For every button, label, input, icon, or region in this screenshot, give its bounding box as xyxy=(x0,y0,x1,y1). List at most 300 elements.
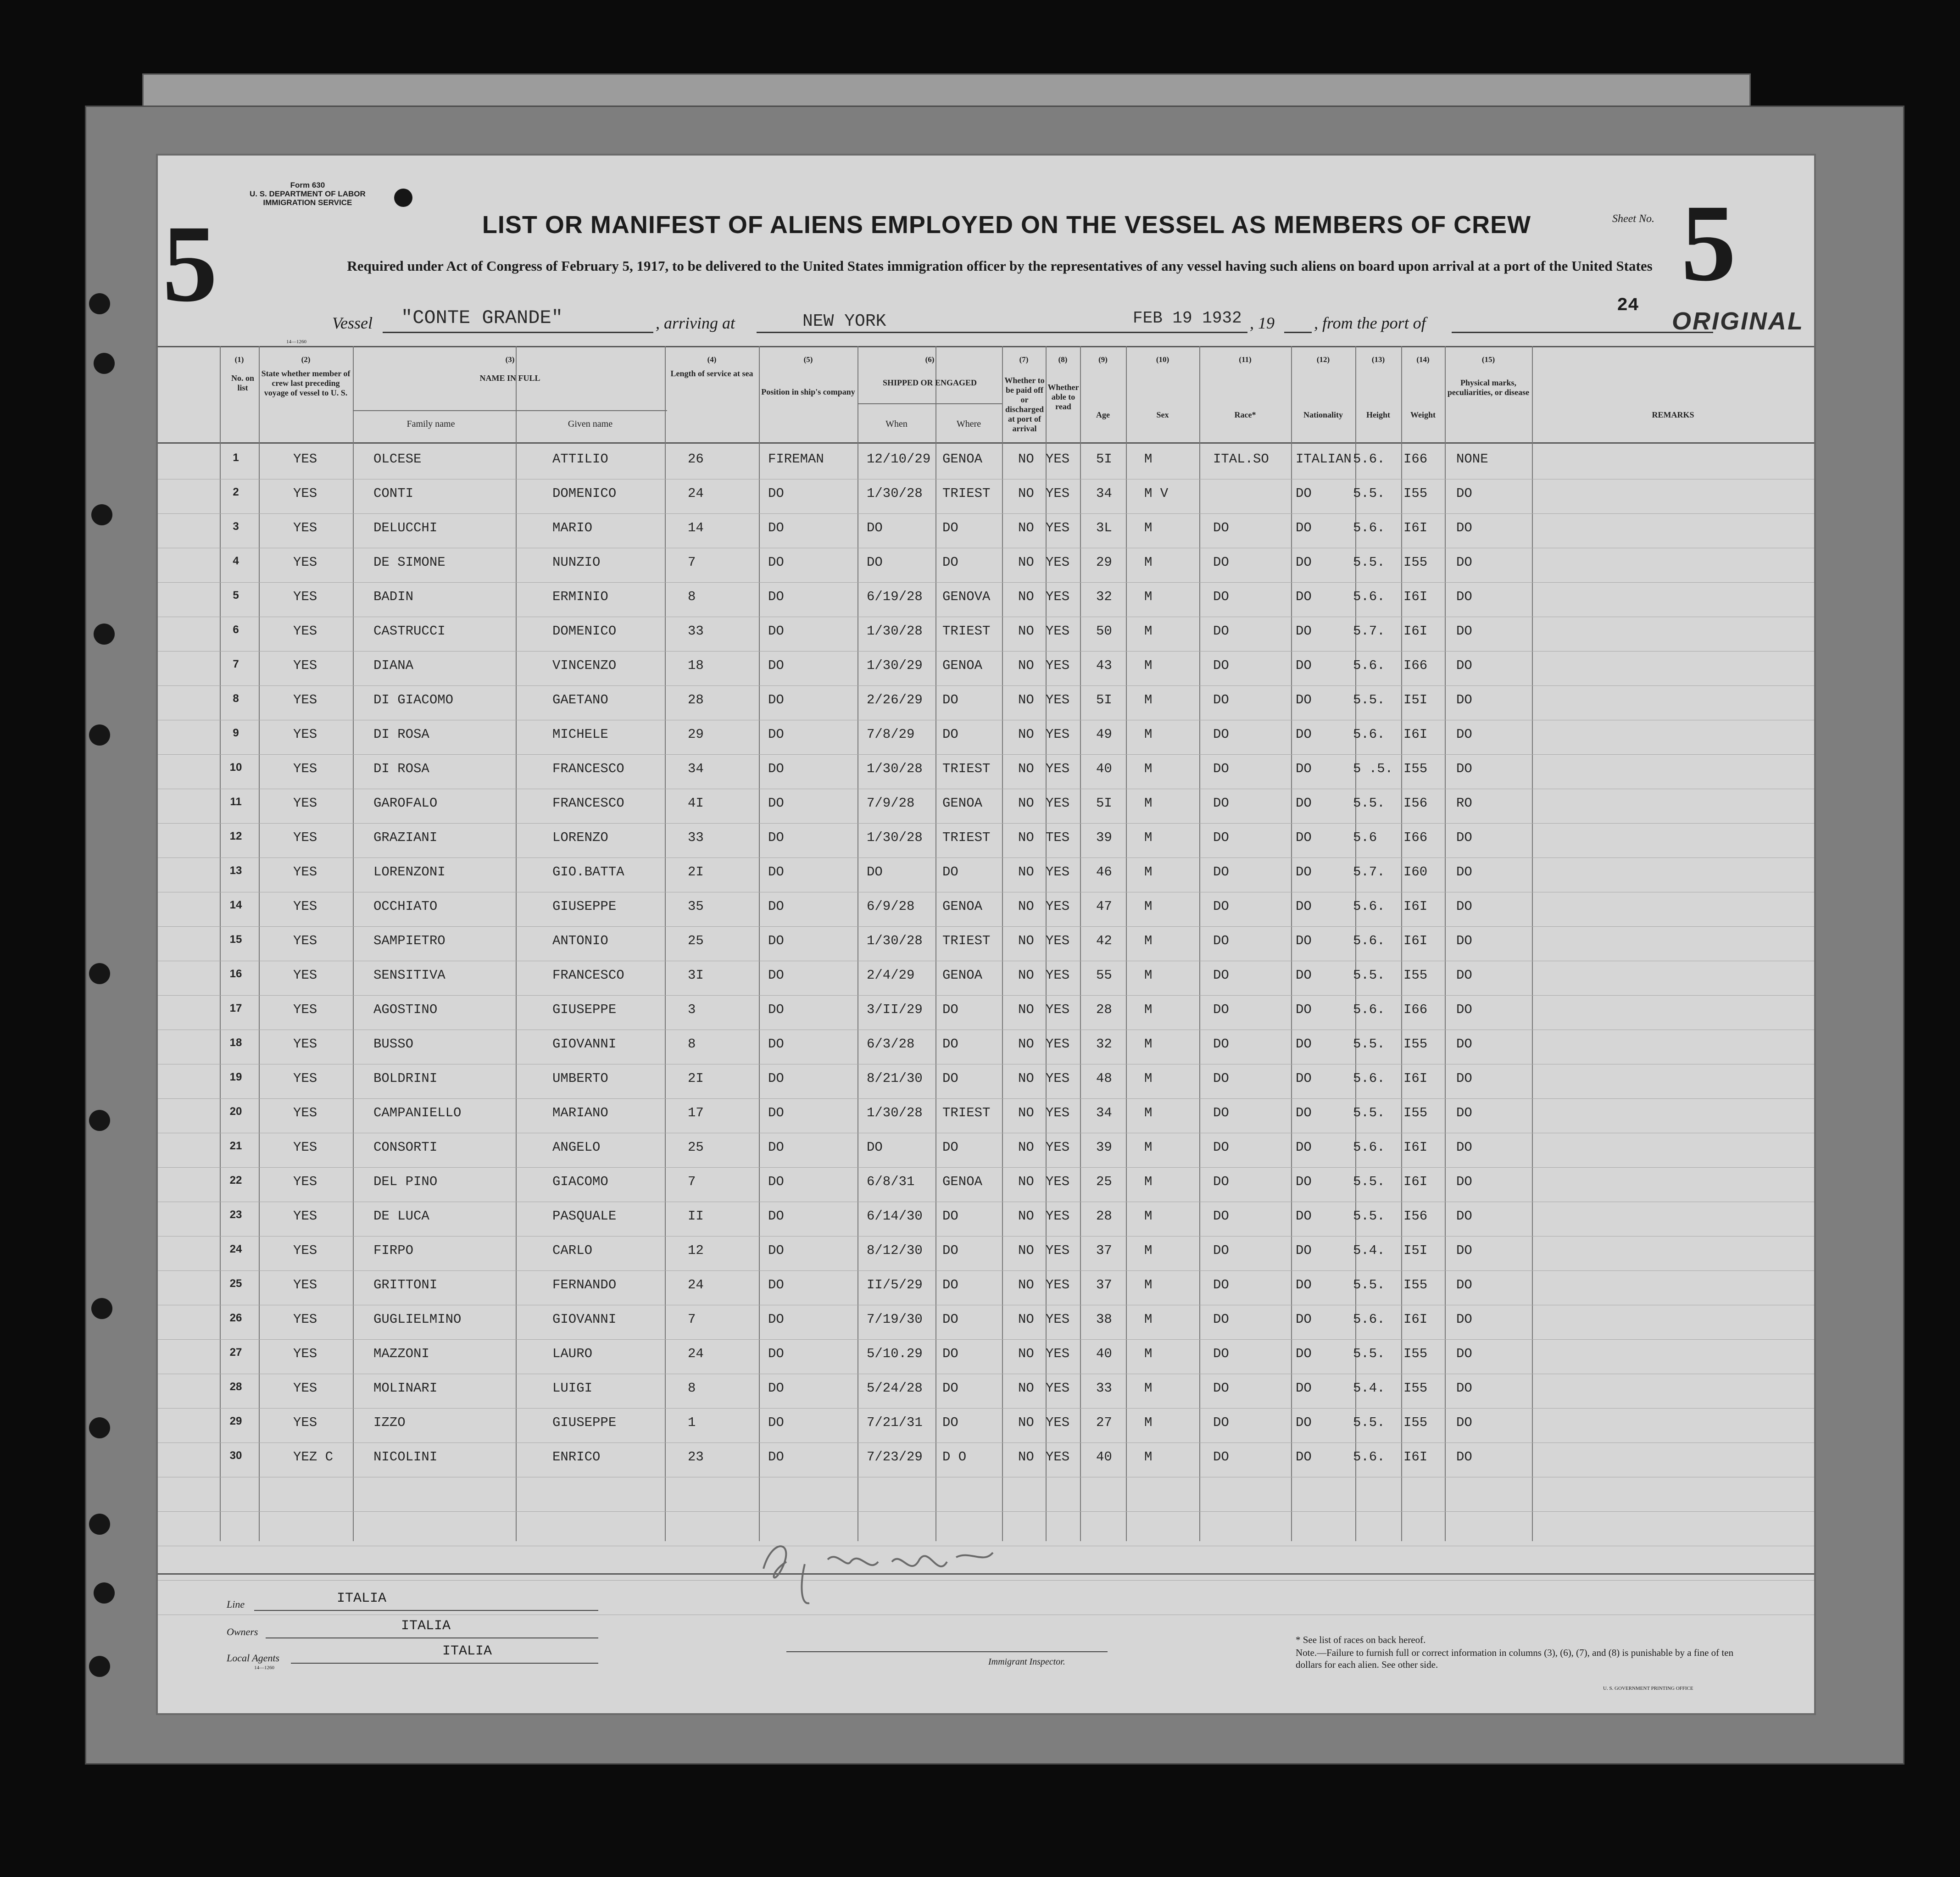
length-service-cell: 23 xyxy=(688,1449,704,1465)
given-name-cell: GIUSEPPE xyxy=(552,1415,617,1430)
position-cell: DO xyxy=(768,1209,784,1224)
header-age: Age xyxy=(1096,410,1110,419)
column-number: (9) xyxy=(1098,355,1108,364)
race-cell: ITAL.SO xyxy=(1213,451,1269,467)
given-name-cell: LUIGI xyxy=(552,1381,593,1396)
given-name-cell: ANGELO xyxy=(552,1140,601,1155)
age-cell: 38 xyxy=(1096,1312,1112,1327)
race-cell: DO xyxy=(1213,1346,1229,1361)
state-cell: YES xyxy=(293,968,317,983)
race-cell: DO xyxy=(1213,555,1229,570)
punch-hole xyxy=(94,353,115,374)
given-name-cell: GIACOMO xyxy=(552,1174,608,1189)
column-number: (12) xyxy=(1316,355,1330,364)
header-physical-marks: Physical marks, peculiarities, or disease xyxy=(1447,378,1530,397)
family-name-cell: AGOSTINO xyxy=(373,1002,438,1017)
sex-cell: M xyxy=(1144,451,1153,467)
family-name-cell: OCCHIATO xyxy=(373,899,438,914)
family-name-cell: DI ROSA xyxy=(373,761,429,776)
weight-cell: I56 xyxy=(1403,796,1428,811)
shipped-when-cell: II/5/29 xyxy=(867,1277,923,1292)
row-number: 27 xyxy=(229,1346,242,1359)
age-cell: 40 xyxy=(1096,761,1112,776)
shipped-where-cell: DO xyxy=(942,692,958,707)
paid-off-cell: NO xyxy=(1018,1174,1034,1189)
family-name-cell: GUGLIELMINO xyxy=(373,1312,462,1327)
vessel-line xyxy=(332,307,1709,334)
age-cell: 29 xyxy=(1096,555,1112,570)
port-label: , from the port of xyxy=(1314,314,1426,332)
length-service-cell: II xyxy=(688,1209,704,1224)
shipped-when-cell: 1/30/28 xyxy=(867,830,923,845)
weight-cell: I6I xyxy=(1403,1071,1428,1086)
shipped-when-cell: 6/19/28 xyxy=(867,589,923,604)
race-cell: DO xyxy=(1213,1105,1229,1120)
race-cell: DO xyxy=(1213,899,1229,914)
row-number: 14 xyxy=(229,899,242,911)
length-service-cell: 29 xyxy=(688,727,704,742)
length-service-cell: 18 xyxy=(688,658,704,673)
family-name-cell: CONSORTI xyxy=(373,1140,438,1155)
family-name-cell: SENSITIVA xyxy=(373,968,445,983)
nationality-cell: ITALIAN xyxy=(1296,451,1352,467)
position-cell: DO xyxy=(768,864,784,880)
column-number: (1) xyxy=(234,355,244,364)
paid-off-cell: NO xyxy=(1018,1277,1034,1292)
sex-cell: M xyxy=(1144,555,1153,570)
given-name-cell: ANTONIO xyxy=(552,933,608,948)
row-number: 25 xyxy=(229,1277,242,1290)
header-height: Height xyxy=(1366,410,1390,419)
position-cell: DO xyxy=(768,1105,784,1120)
state-cell: YES xyxy=(293,555,317,570)
family-name-cell: BADIN xyxy=(373,589,414,604)
sex-cell: M xyxy=(1144,1346,1153,1361)
shipped-where-cell: GENOVA xyxy=(942,589,991,604)
height-cell: 5.5. xyxy=(1353,1105,1385,1120)
family-name-cell: MOLINARI xyxy=(373,1381,438,1396)
able-read-cell: YES xyxy=(1046,520,1070,535)
shipped-when-cell: DO xyxy=(867,864,883,880)
age-cell: 47 xyxy=(1096,899,1112,914)
marks-cell: DO xyxy=(1456,1209,1472,1224)
length-service-cell: 33 xyxy=(688,624,704,639)
marks-cell: DO xyxy=(1456,1140,1472,1155)
given-name-cell: FRANCESCO xyxy=(552,796,624,811)
length-service-cell: 2I xyxy=(688,1071,704,1086)
vessel-label: Vessel xyxy=(332,314,373,332)
family-name-cell: GAROFALO xyxy=(373,796,438,811)
state-cell: YES xyxy=(293,1312,317,1327)
given-name-cell: NUNZIO xyxy=(552,555,601,570)
weight-cell: I6I xyxy=(1403,520,1428,535)
position-cell: DO xyxy=(768,1415,784,1430)
column-number: (3) xyxy=(505,355,515,364)
shipped-when-cell: 7/21/31 xyxy=(867,1415,923,1430)
nationality-cell: DO xyxy=(1296,1346,1312,1361)
column-number: (7) xyxy=(1019,355,1029,364)
length-service-cell: 3 xyxy=(688,1002,696,1017)
race-cell: DO xyxy=(1213,1312,1229,1327)
state-cell: YES xyxy=(293,1002,317,1017)
weight-cell: I66 xyxy=(1403,451,1428,467)
sex-cell: M V xyxy=(1144,486,1169,501)
able-read-cell: YES xyxy=(1046,1381,1070,1396)
family-name-cell: DEL PINO xyxy=(373,1174,438,1189)
state-cell: YEZ C xyxy=(293,1449,334,1465)
state-cell: YES xyxy=(293,624,317,639)
sex-cell: M xyxy=(1144,1243,1153,1258)
shipped-when-cell: 12/10/29 xyxy=(867,451,931,467)
height-cell: 5.6. xyxy=(1353,451,1385,467)
state-cell: YES xyxy=(293,520,317,535)
given-name-cell: PASQUALE xyxy=(552,1209,617,1224)
position-cell: DO xyxy=(768,727,784,742)
shipped-where-cell: GENOA xyxy=(942,796,983,811)
marks-cell: DO xyxy=(1456,830,1472,845)
shipped-where-cell: TRIEST xyxy=(942,761,991,776)
height-cell: 5.5. xyxy=(1353,1174,1385,1189)
height-cell: 5.4. xyxy=(1353,1243,1385,1258)
given-name-cell: DOMENICO xyxy=(552,486,617,501)
arriving-label: , arriving at xyxy=(656,314,735,332)
manifest-sheet xyxy=(156,154,1816,1715)
shipped-when-cell: 1/30/29 xyxy=(867,658,923,673)
family-name-cell: GRAZIANI xyxy=(373,830,438,845)
nationality-cell: DO xyxy=(1296,692,1312,707)
nationality-cell: DO xyxy=(1296,520,1312,535)
paid-off-cell: NO xyxy=(1018,658,1034,673)
position-cell: DO xyxy=(768,520,784,535)
family-name-cell: DI ROSA xyxy=(373,727,429,742)
given-name-cell: MICHELE xyxy=(552,727,608,742)
paid-off-cell: NO xyxy=(1018,1002,1034,1017)
header-weight: Weight xyxy=(1410,410,1436,419)
shipped-where-cell: DO xyxy=(942,1036,958,1052)
length-service-cell: 8 xyxy=(688,1036,696,1052)
position-cell: DO xyxy=(768,796,784,811)
marks-cell: DO xyxy=(1456,899,1472,914)
position-cell: DO xyxy=(768,761,784,776)
nationality-cell: DO xyxy=(1296,727,1312,742)
header-race: Race* xyxy=(1234,410,1256,419)
family-name-cell: CAMPANIELLO xyxy=(373,1105,462,1120)
able-read-cell: YES xyxy=(1046,933,1070,948)
length-service-cell: 12 xyxy=(688,1243,704,1258)
weight-cell: I66 xyxy=(1403,830,1428,845)
height-cell: 5.6. xyxy=(1353,727,1385,742)
state-cell: YES xyxy=(293,761,317,776)
nationality-cell: DO xyxy=(1296,658,1312,673)
marks-cell: DO xyxy=(1456,1002,1472,1017)
length-service-cell: 7 xyxy=(688,1312,696,1327)
line-label: Line xyxy=(227,1599,245,1610)
weight-cell: I66 xyxy=(1403,1002,1428,1017)
header-remarks: REMARKS xyxy=(1652,410,1694,419)
race-cell: DO xyxy=(1213,1071,1229,1086)
able-read-cell: YES xyxy=(1046,761,1070,776)
nationality-cell: DO xyxy=(1296,555,1312,570)
shipped-where-cell: DO xyxy=(942,1243,958,1258)
state-cell: YES xyxy=(293,1209,317,1224)
given-name-cell: FRANCESCO xyxy=(552,968,624,983)
paid-off-cell: NO xyxy=(1018,692,1034,707)
race-cell: DO xyxy=(1213,624,1229,639)
weight-cell: I66 xyxy=(1403,658,1428,673)
length-service-cell: 34 xyxy=(688,761,704,776)
paid-off-cell: NO xyxy=(1018,1415,1034,1430)
age-cell: 39 xyxy=(1096,1140,1112,1155)
given-name-cell: GAETANO xyxy=(552,692,608,707)
paid-off-cell: NO xyxy=(1018,1140,1034,1155)
shipped-when-cell: 2/26/29 xyxy=(867,692,923,707)
weight-cell: I55 xyxy=(1403,1277,1428,1292)
line-value: ITALIA xyxy=(337,1591,387,1606)
shipped-when-cell: 1/30/28 xyxy=(867,486,923,501)
row-number: 22 xyxy=(229,1174,242,1186)
race-cell: DO xyxy=(1213,1243,1229,1258)
vessel-value: "CONTE GRANDE" xyxy=(401,307,563,329)
height-cell: 5.6. xyxy=(1353,658,1385,673)
sex-cell: M xyxy=(1144,761,1153,776)
state-cell: YES xyxy=(293,1105,317,1120)
able-read-cell: YES xyxy=(1046,658,1070,673)
age-cell: 28 xyxy=(1096,1209,1112,1224)
able-read-cell: YES xyxy=(1046,1174,1070,1189)
nationality-cell: DO xyxy=(1296,1277,1312,1292)
height-cell: 5.4. xyxy=(1353,1381,1385,1396)
row-number: 9 xyxy=(233,727,239,739)
shipped-where-cell: DO xyxy=(942,1381,958,1396)
weight-cell: I55 xyxy=(1403,1415,1428,1430)
race-cell: DO xyxy=(1213,864,1229,880)
weight-cell: I6I xyxy=(1403,624,1428,639)
state-cell: YES xyxy=(293,1071,317,1086)
position-cell: DO xyxy=(768,624,784,639)
nationality-cell: DO xyxy=(1296,1312,1312,1327)
shipped-where-cell: GENOA xyxy=(942,899,983,914)
height-cell: 5.6. xyxy=(1353,1140,1385,1155)
form-number: Form 630 xyxy=(290,181,325,189)
weight-cell: I6I xyxy=(1403,899,1428,914)
shipped-when-cell: 7/23/29 xyxy=(867,1449,923,1465)
paid-off-cell: NO xyxy=(1018,624,1034,639)
family-name-cell: DIANA xyxy=(373,658,414,673)
length-service-cell: 24 xyxy=(688,1346,704,1361)
length-service-cell: 25 xyxy=(688,1140,704,1155)
shipped-where-cell: DO xyxy=(942,1209,958,1224)
header-where: Where xyxy=(956,419,981,429)
column-number: (10) xyxy=(1156,355,1169,364)
state-cell: YES xyxy=(293,1277,317,1292)
height-cell: 5.5. xyxy=(1353,1277,1385,1292)
header-nationality: Nationality xyxy=(1303,410,1343,419)
able-read-cell: YES xyxy=(1046,1071,1070,1086)
header-shipped: SHIPPED OR ENGAGED xyxy=(882,378,977,387)
nationality-cell: DO xyxy=(1296,968,1312,983)
shipped-where-cell: TRIEST xyxy=(942,830,991,845)
penalty-note: Note.—Failure to furnish full or correct information in columns (3), (6), (7), and (8) is punishable by a fine of ten dollars for each alien. See other side. xyxy=(1296,1647,1734,1670)
given-name-cell: FERNANDO xyxy=(552,1277,617,1292)
position-cell: DO xyxy=(768,1071,784,1086)
row-number: 6 xyxy=(233,624,239,636)
agents-label: Local Agents xyxy=(227,1652,280,1664)
age-cell: 5I xyxy=(1096,692,1112,707)
marks-cell: DO xyxy=(1456,589,1472,604)
nationality-cell: DO xyxy=(1296,1174,1312,1189)
row-number: 19 xyxy=(229,1071,242,1083)
row-number: 10 xyxy=(229,761,242,774)
shipped-when-cell: 1/30/28 xyxy=(867,624,923,639)
sex-cell: M xyxy=(1144,933,1153,948)
shipped-where-cell: GENOA xyxy=(942,658,983,673)
shipped-where-cell: DO xyxy=(942,1415,958,1430)
length-service-cell: 33 xyxy=(688,830,704,845)
punch-hole xyxy=(89,724,110,746)
shipped-when-cell: 1/30/28 xyxy=(867,761,923,776)
row-number: 24 xyxy=(229,1243,242,1255)
height-cell: 5.6. xyxy=(1353,1071,1385,1086)
row-number: 28 xyxy=(229,1381,242,1393)
column-number: (15) xyxy=(1481,355,1495,364)
nationality-cell: DO xyxy=(1296,1449,1312,1465)
length-service-cell: 7 xyxy=(688,555,696,570)
header-paid-off: Whether to be paid off or discharged at port of arrival xyxy=(1004,376,1045,433)
page-subtitle: Required under Act of Congress of February 5, 1917, to be delivered to the United States immigration officer by the representatives of any vessel having such aliens on board upon arrival at a port of the United States xyxy=(347,258,1653,274)
race-cell: DO xyxy=(1213,1002,1229,1017)
given-name-cell: GIOVANNI xyxy=(552,1036,617,1052)
shipped-where-cell: DO xyxy=(942,864,958,880)
race-cell: DO xyxy=(1213,658,1229,673)
sex-cell: M xyxy=(1144,1105,1153,1120)
length-service-cell: 28 xyxy=(688,692,704,707)
length-service-cell: 4I xyxy=(688,796,704,811)
paid-off-cell: NO xyxy=(1018,555,1034,570)
state-cell: YES xyxy=(293,451,317,467)
sex-cell: M xyxy=(1144,1002,1153,1017)
given-name-cell: ATTILIO xyxy=(552,451,608,467)
column-number: (4) xyxy=(707,355,717,364)
marks-cell: DO xyxy=(1456,1346,1472,1361)
race-cell: DO xyxy=(1213,1277,1229,1292)
nationality-cell: DO xyxy=(1296,1415,1312,1430)
weight-cell: I55 xyxy=(1403,1346,1428,1361)
marks-cell: DO xyxy=(1456,624,1472,639)
marks-cell: RO xyxy=(1456,796,1472,811)
position-cell: DO xyxy=(768,1277,784,1292)
able-read-cell: YES xyxy=(1046,1036,1070,1052)
row-number: 12 xyxy=(229,830,242,842)
marks-cell: DO xyxy=(1456,520,1472,535)
sex-cell: M xyxy=(1144,624,1153,639)
given-name-cell: MARIANO xyxy=(552,1105,608,1120)
race-cell: DO xyxy=(1213,968,1229,983)
state-cell: YES xyxy=(293,830,317,845)
row-number: 18 xyxy=(229,1036,242,1049)
age-cell: 32 xyxy=(1096,1036,1112,1052)
marks-cell: NONE xyxy=(1456,451,1488,467)
able-read-cell: YES xyxy=(1046,486,1070,501)
sheet-number-right: 5 xyxy=(1681,182,1736,304)
service-label: IMMIGRATION SERVICE xyxy=(263,198,352,207)
height-cell: 5.5. xyxy=(1353,796,1385,811)
paid-off-cell: NO xyxy=(1018,1381,1034,1396)
weight-cell: I6I xyxy=(1403,1174,1428,1189)
height-cell: 5.6. xyxy=(1353,899,1385,914)
length-service-cell: 25 xyxy=(688,933,704,948)
header-name-in-full: NAME IN FULL xyxy=(479,373,540,383)
sex-cell: M xyxy=(1144,1449,1153,1465)
height-cell: 5.5. xyxy=(1353,968,1385,983)
position-cell: DO xyxy=(768,968,784,983)
able-read-cell: YES xyxy=(1046,1002,1070,1017)
page-title: LIST OR MANIFEST OF ALIENS EMPLOYED ON THE VESSEL AS MEMBERS OF CREW xyxy=(482,211,1531,239)
shipped-when-cell: 5/10.29 xyxy=(867,1346,923,1361)
paid-off-cell: NO xyxy=(1018,1346,1034,1361)
height-cell: 5.6. xyxy=(1353,1312,1385,1327)
shipped-when-cell: DO xyxy=(867,520,883,535)
able-read-cell: YES xyxy=(1046,1105,1070,1120)
paid-off-cell: NO xyxy=(1018,796,1034,811)
length-service-cell: 24 xyxy=(688,486,704,501)
row-number: 21 xyxy=(229,1140,242,1152)
paid-off-cell: NO xyxy=(1018,968,1034,983)
family-name-cell: CONTI xyxy=(373,486,414,501)
race-cell: DO xyxy=(1213,1449,1229,1465)
paid-off-cell: NO xyxy=(1018,899,1034,914)
age-cell: 43 xyxy=(1096,658,1112,673)
shipped-where-cell: TRIEST xyxy=(942,486,991,501)
nationality-cell: DO xyxy=(1296,1140,1312,1155)
header-sex: Sex xyxy=(1156,410,1169,419)
state-cell: YES xyxy=(293,658,317,673)
weight-cell: I5I xyxy=(1403,692,1428,707)
given-name-cell: GIUSEPPE xyxy=(552,1002,617,1017)
arriving-value: NEW YORK xyxy=(802,312,886,331)
marks-cell: DO xyxy=(1456,1415,1472,1430)
weight-cell: I6I xyxy=(1403,1140,1428,1155)
state-cell: YES xyxy=(293,1381,317,1396)
shipped-where-cell: DO xyxy=(942,1346,958,1361)
nationality-cell: DO xyxy=(1296,1243,1312,1258)
shipped-where-cell: TRIEST xyxy=(942,624,991,639)
position-cell: DO xyxy=(768,692,784,707)
age-cell: 33 xyxy=(1096,1381,1112,1396)
height-cell: 5.6. xyxy=(1353,589,1385,604)
nationality-cell: DO xyxy=(1296,1209,1312,1224)
family-name-cell: NICOLINI xyxy=(373,1449,438,1465)
state-cell: YES xyxy=(293,1140,317,1155)
age-cell: 50 xyxy=(1096,624,1112,639)
able-read-cell: YES xyxy=(1046,727,1070,742)
family-name-cell: FIRPO xyxy=(373,1243,414,1258)
shipped-where-cell: GENOA xyxy=(942,1174,983,1189)
paid-off-cell: NO xyxy=(1018,1071,1034,1086)
height-cell: 5.7. xyxy=(1353,864,1385,880)
marks-cell: DO xyxy=(1456,761,1472,776)
height-cell: 5.6. xyxy=(1353,520,1385,535)
shipped-where-cell: DO xyxy=(942,727,958,742)
length-service-cell: 26 xyxy=(688,451,704,467)
punch-hole xyxy=(394,189,412,207)
column-number: (2) xyxy=(301,355,311,364)
sex-cell: M xyxy=(1144,830,1153,845)
column-number: (8) xyxy=(1058,355,1068,364)
given-name-cell: FRANCESCO xyxy=(552,761,624,776)
age-cell: 46 xyxy=(1096,864,1112,880)
sheet-no-label: Sheet No. xyxy=(1612,213,1654,225)
shipped-when-cell: 6/8/31 xyxy=(867,1174,915,1189)
